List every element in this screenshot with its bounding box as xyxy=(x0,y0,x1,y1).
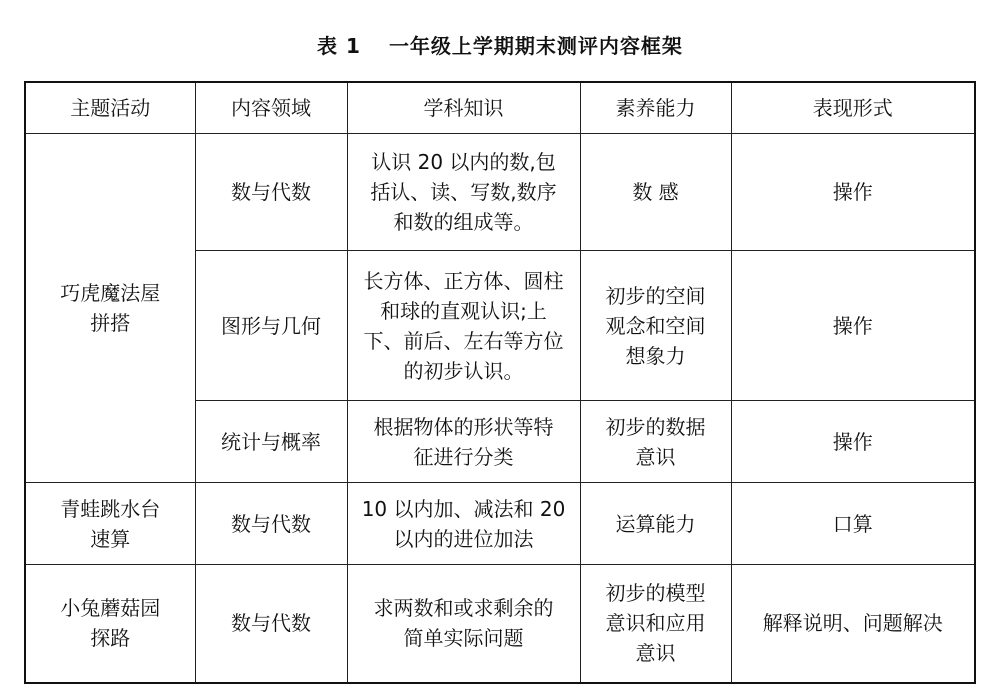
domain-cell: 数与代数 xyxy=(195,483,347,565)
ability-cell: 运算能力 xyxy=(580,483,731,565)
form-cell: 操作 xyxy=(731,134,975,251)
form-cell: 口算 xyxy=(731,483,975,565)
domain-cell: 数与代数 xyxy=(195,134,347,251)
header-domain: 内容领域 xyxy=(195,82,347,134)
header-knowledge: 学科知识 xyxy=(347,82,580,134)
header-form: 表现形式 xyxy=(731,82,975,134)
theme-cell: 小兔蘑菇园 探路 xyxy=(25,565,195,683)
table-title: 一年级上学期期末测评内容框架 xyxy=(388,34,683,58)
form-cell: 操作 xyxy=(731,401,975,483)
domain-cell: 数与代数 xyxy=(195,565,347,683)
domain-cell: 统计与概率 xyxy=(195,401,347,483)
header-ability: 素养能力 xyxy=(580,82,731,134)
knowledge-cell: 求两数和或求剩余的 简单实际问题 xyxy=(347,565,580,683)
ability-cell: 初步的数据 意识 xyxy=(580,401,731,483)
header-theme: 主题活动 xyxy=(25,82,195,134)
ability-cell: 数 感 xyxy=(580,134,731,251)
domain-cell: 图形与几何 xyxy=(195,251,347,401)
theme-cell xyxy=(25,134,195,483)
form-cell: 操作 xyxy=(731,251,975,401)
knowledge-cell: 根据物体的形状等特 征进行分类 xyxy=(347,401,580,483)
table-number: 表 1 xyxy=(317,34,361,58)
form-cell: 解释说明、问题解决 xyxy=(731,565,975,683)
ability-cell: 初步的模型 意识和应用 意识 xyxy=(580,565,731,683)
knowledge-cell: 长方体、正方体、圆柱 和球的直观认识;上 下、前后、左右等方位 的初步认识。 xyxy=(347,251,580,401)
table-caption xyxy=(0,30,1000,59)
theme-text: 巧虎魔法屋 拼搭 xyxy=(60,281,161,335)
header-row xyxy=(25,82,975,134)
theme-cell: 青蛙跳水台 速算 xyxy=(25,483,195,565)
table-row xyxy=(25,565,975,683)
knowledge-cell: 10 以内加、减法和 20 以内的进位加法 xyxy=(347,483,580,565)
table-row xyxy=(25,483,975,565)
content-framework-table xyxy=(24,81,976,684)
knowledge-cell: 认识 20 以内的数,包 括认、读、写数,数序 和数的组成等。 xyxy=(347,134,580,251)
table-row xyxy=(25,134,975,251)
ability-cell: 初步的空间 观念和空间 想象力 xyxy=(580,251,731,401)
